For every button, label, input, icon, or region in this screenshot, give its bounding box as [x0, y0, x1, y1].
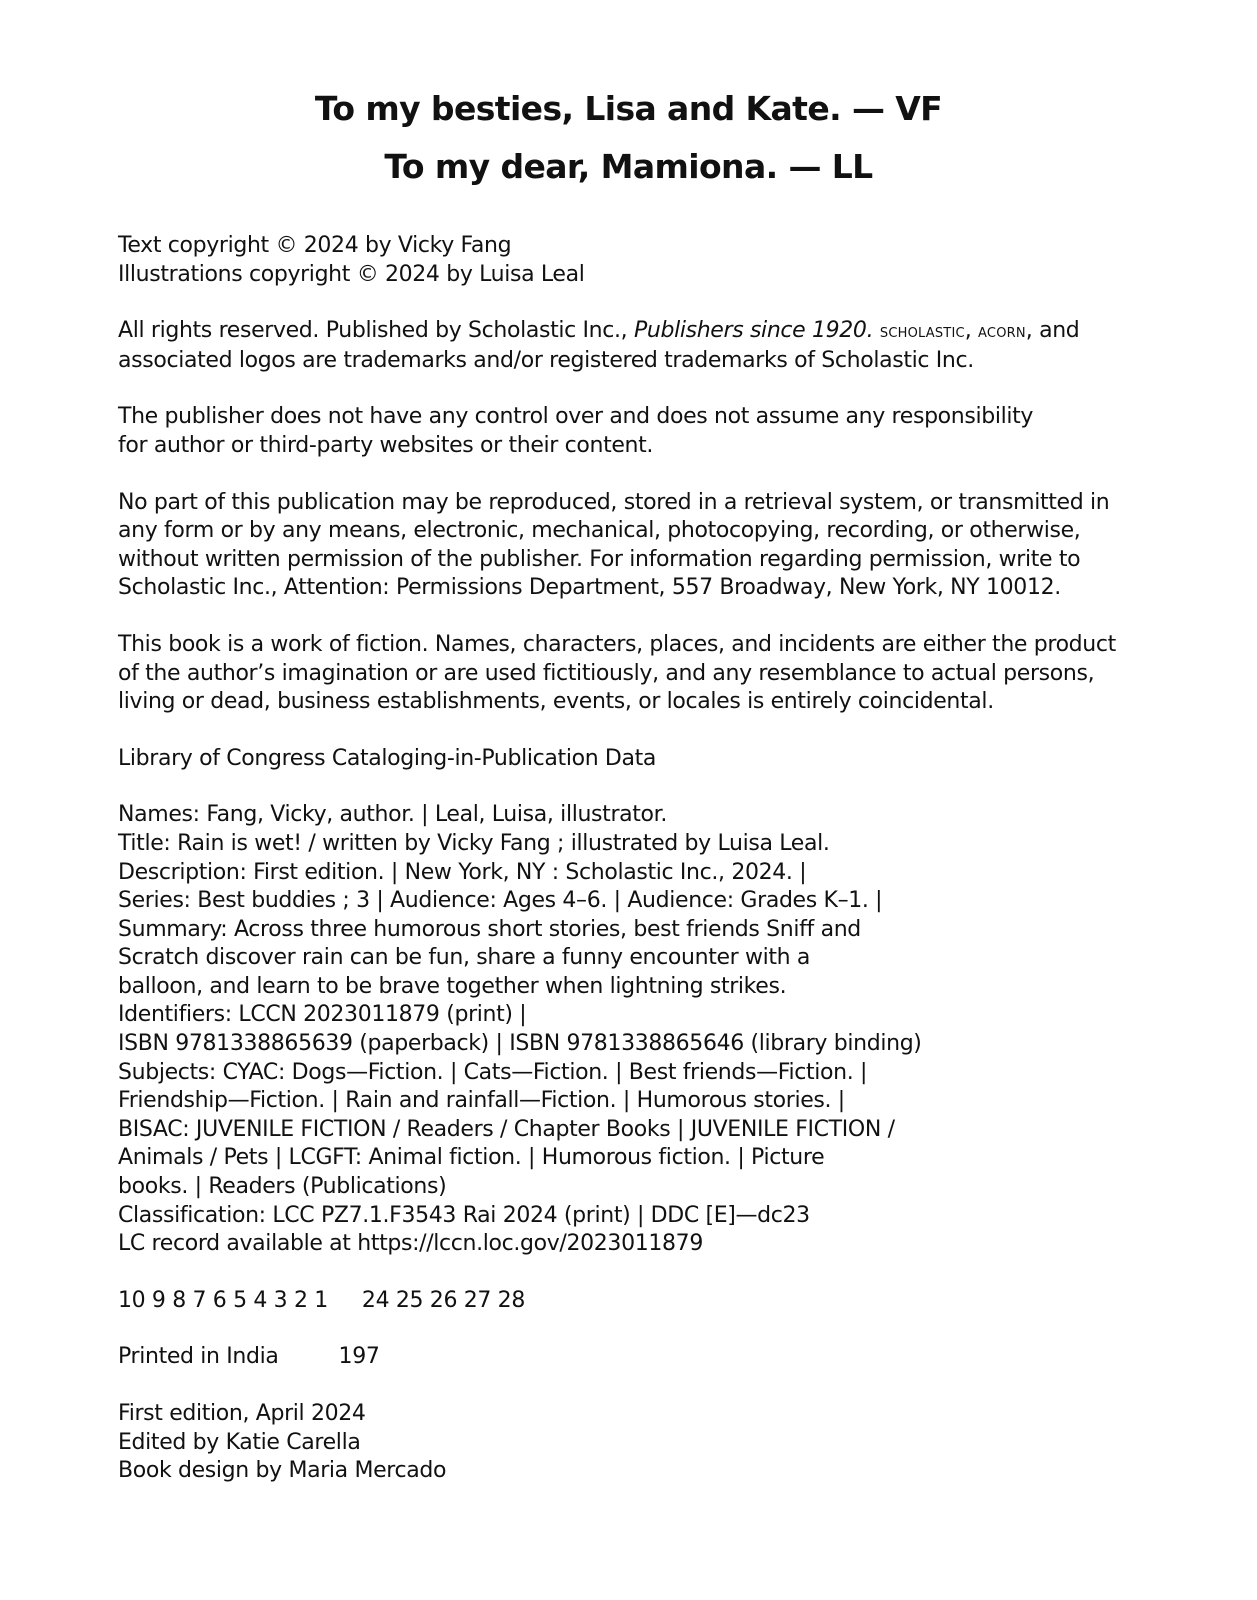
- first-edition: First edition, April 2024: [118, 1401, 366, 1426]
- cip-description: Description: First edition. | New York, NY : Scholastic Inc., 2024. |: [118, 859, 807, 885]
- cip-lc-record: LC record available at https://lccn.loc.gov/2023011879: [118, 1231, 703, 1257]
- rights-comma: ,: [964, 318, 979, 344]
- print-run-numbers: 10 9 8 7 6 5 4 3 2 1: [118, 1287, 328, 1313]
- cip-title: Title: Rain is wet! / written by Vicky Fang ; illustrated by Luisa Leal.: [118, 830, 830, 856]
- reproduction-line-1: No part of this publication may be reproduced, stored in a retrieval system, or transmitted in: [118, 489, 1110, 515]
- trademark-acorn: acorn: [978, 321, 1026, 343]
- reproduction-line-2: any form or by any means, electronic, mechanical, photocopying, recording, or otherwise,: [118, 518, 1081, 544]
- cip-bisac-3: books. | Readers (Publications): [118, 1174, 447, 1200]
- cip-summary-3: balloon, and learn to be brave together when lightning strikes.: [118, 973, 787, 999]
- copyright-notice: [118, 232, 1158, 289]
- reproduction-notice: [118, 489, 1158, 603]
- publisher-disclaimer-line-2: for author or third-party websites or their content.: [118, 432, 654, 458]
- fiction-line-3: living or dead, business establishments, events, or locales is entirely coincidental.: [118, 689, 994, 715]
- fiction-line-1: This book is a work of fiction. Names, characters, places, and incidents are either the product: [118, 631, 1116, 657]
- cip-bisac-1: BISAC: JUVENILE FICTION / Readers / Chapter Books | JUVENILE FICTION /: [118, 1116, 895, 1142]
- printer-code: 197: [338, 1344, 380, 1370]
- printing-line: [118, 1287, 1158, 1316]
- publisher-disclaimer: [118, 403, 1158, 460]
- cip-heading: Library of Congress Cataloging-in-Publication Data: [118, 745, 657, 771]
- fiction-line-2: of the author’s imagination or are used fictitiously, and any resemblance to actual persons,: [118, 660, 1095, 686]
- copyright-body: [118, 232, 1158, 1486]
- dedication-line-1: To my besties, Lisa and Kate. — VF: [314, 89, 943, 128]
- rights-statement: [118, 317, 1158, 375]
- printed-in-row: [118, 1343, 1158, 1372]
- cip-series: Series: Best buddies ; 3 | Audience: Ages 4–6. | Audience: Grades K–1. |: [118, 888, 883, 914]
- cip-identifiers: Identifiers: LCCN 2023011879 (print) |: [118, 1002, 527, 1028]
- cip-heading-block: [118, 745, 1158, 774]
- rights-line-2: associated logos are trademarks and/or registered trademarks of Scholastic Inc.: [118, 347, 974, 373]
- rights-line-1: [118, 317, 1158, 347]
- cip-bisac-2: Animals / Pets | LCGFT: Animal fiction. | Humorous fiction. | Picture: [118, 1145, 825, 1171]
- rights-line-1-end: , and: [1025, 318, 1080, 344]
- cip-subjects-2: Friendship—Fiction. | Rain and rainfall—Fiction. | Humorous stories. |: [118, 1088, 845, 1114]
- reproduction-line-3: without written permission of the publisher. For information regarding permission, write to: [118, 546, 1081, 572]
- cip-classification: Classification: LCC PZ7.1.F3543 Rai 2024 (print) | DDC [E]—dc23: [118, 1202, 810, 1228]
- dedication-line-2: To my dear, Mamiona. — LL: [384, 147, 873, 186]
- cip-summary-2: Scratch discover rain can be fun, share a funny encounter with a: [118, 945, 811, 971]
- cip-summary-1: Summary: Across three humorous short stories, best friends Sniff and: [118, 916, 861, 942]
- fiction-disclaimer: [118, 631, 1158, 717]
- printing-numbers-row: [118, 1287, 1158, 1316]
- cip-names: Names: Fang, Vicky, author. | Leal, Luisa, illustrator.: [118, 802, 667, 828]
- cip-isbn: ISBN 9781338865639 (paperback) | ISBN 9781338865646 (library binding): [118, 1031, 922, 1057]
- text-copyright: Text copyright © 2024 by Vicky Fang: [118, 233, 512, 258]
- dedication: [0, 80, 1257, 196]
- trademark-scholastic: scholastic: [879, 321, 965, 343]
- rights-line-1-start: All rights reserved. Published by Scholastic Inc.,: [118, 318, 634, 344]
- printed-in-block: [118, 1343, 1158, 1372]
- publisher-tagline: Publishers since 1920.: [633, 318, 874, 344]
- illustrations-copyright: Illustrations copyright © 2024 by Luisa Leal: [118, 261, 585, 287]
- cip-subjects-1: Subjects: CYAC: Dogs—Fiction. | Cats—Fiction. | Best friends—Fiction. |: [118, 1059, 868, 1085]
- cip-data: [118, 801, 1158, 1259]
- reproduction-line-4: Scholastic Inc., Attention: Permissions Department, 557 Broadway, New York, NY 10012.: [118, 575, 1061, 601]
- print-years: 24 25 26 27 28: [361, 1287, 525, 1313]
- design-credit: Book design by Maria Mercado: [118, 1458, 447, 1484]
- edition-credits: [118, 1400, 1158, 1486]
- printed-in-label: Printed in India: [118, 1344, 279, 1370]
- editor-credit: Edited by Katie Carella: [118, 1429, 361, 1455]
- publisher-disclaimer-line-1: The publisher does not have any control over and does not assume any responsibility: [118, 404, 1034, 430]
